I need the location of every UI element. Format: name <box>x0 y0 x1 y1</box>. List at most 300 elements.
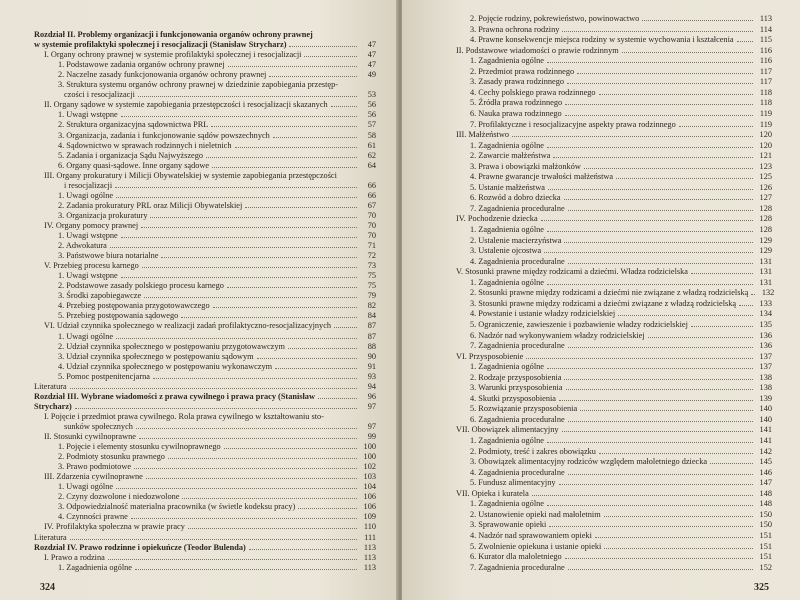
toc-entry <box>470 447 772 457</box>
toc-entry-page: 100 <box>363 442 376 452</box>
toc-entry <box>470 88 772 98</box>
toc-entry <box>470 56 772 66</box>
toc-entry-title: 4. Powstanie i ustanie władzy rodzicielskiej <box>470 309 616 319</box>
toc-entry-page: 151 <box>759 541 772 551</box>
toc-leader-dots <box>553 157 753 158</box>
toc-entry-title: 3. Organizacja prokuratury <box>58 210 148 220</box>
toc-leader-dots <box>567 83 753 84</box>
toc-entry <box>470 14 772 24</box>
toc-entry <box>44 553 376 563</box>
toc-entry-page: 148 <box>759 488 772 498</box>
toc-entry <box>470 257 772 267</box>
toc-entry-title: Literatura <box>34 381 67 391</box>
toc-leader-dots <box>691 273 753 274</box>
toc-entry <box>470 563 772 573</box>
toc-entry <box>34 30 376 40</box>
toc-entry-title: 5. Rozwiązanie przysposobienia <box>470 404 578 414</box>
toc-entry-page: 66 <box>367 190 376 200</box>
toc-leader-dots <box>564 199 753 200</box>
toc-entry-page: 116 <box>759 56 772 66</box>
toc-entry <box>58 462 376 472</box>
toc-leader-dots <box>566 389 753 390</box>
toc-entry-page: 134 <box>759 309 772 319</box>
toc-leader-dots <box>565 115 753 116</box>
toc-entry <box>470 151 772 161</box>
toc-entry-page: 87 <box>367 331 376 341</box>
toc-entry-title: 5. Źródła prawa rodzinnego <box>470 98 563 108</box>
toc-leader-dots <box>604 548 753 549</box>
toc-leader-dots <box>547 368 753 369</box>
toc-entry <box>470 436 772 446</box>
toc-entry-page: 49 <box>367 70 376 80</box>
toc-entry <box>58 141 376 151</box>
toc-entry-page: 135 <box>759 319 772 329</box>
toc-entry-title: 1. Zagadnienia ogólne <box>58 562 132 572</box>
toc-entry-page: 56 <box>367 100 376 110</box>
toc-entry-page: 75 <box>367 281 376 291</box>
toc-entry <box>58 362 376 372</box>
toc-entry-page: 93 <box>367 371 376 381</box>
toc-leader-dots <box>559 484 754 485</box>
toc-entry-page: 116 <box>759 45 772 55</box>
toc-entry-page: 119 <box>759 108 772 118</box>
toc-entry <box>34 40 376 50</box>
toc-entry-page: 133 <box>759 298 772 308</box>
toc-entry <box>470 552 772 562</box>
toc-leader-dots <box>584 168 753 169</box>
toc-entry-title: I. Pojęcie i przedmiot prawa cywilnego. Rola prawa cywilnego w kształtowaniu sto- <box>44 411 324 421</box>
toc-entry <box>470 67 772 77</box>
toc-leader-dots <box>121 237 357 238</box>
toc-leader-dots <box>595 537 753 538</box>
toc-leader-dots <box>168 458 357 459</box>
toc-entry <box>470 468 772 478</box>
toc-entry-page: 61 <box>367 140 376 150</box>
toc-entry-page: 100 <box>363 452 376 462</box>
toc-entry-page: 66 <box>367 180 376 190</box>
toc-entry-title: sunków społecznych <box>64 421 133 431</box>
toc-entry-page: 150 <box>759 520 772 530</box>
toc-entry-title: 6. Kurator dla małoletniego <box>470 552 562 562</box>
toc-entry <box>44 50 376 60</box>
toc-leader-dots <box>642 20 753 21</box>
toc-entry-page: 138 <box>759 372 772 382</box>
toc-entry <box>470 331 772 341</box>
toc-entry-title: 4. Udział czynnika społecznego w postępowaniu wykonawczym <box>58 361 273 371</box>
toc-entry-page: 120 <box>759 130 772 140</box>
toc-entry-page: 131 <box>759 256 772 266</box>
toc-entry <box>470 415 772 425</box>
toc-entry <box>58 151 376 161</box>
toc-entry-title: 2. Zawarcie małżeństwa <box>470 151 551 161</box>
toc-entry-title: 3. Prawo podmiotowe <box>58 462 132 472</box>
toc-entry-title: IV. Organy pomocy prawnej <box>44 220 139 230</box>
toc-entry <box>58 301 376 311</box>
toc-leader-dots <box>568 347 753 348</box>
toc-leader-dots <box>136 428 357 429</box>
toc-leader-dots <box>562 31 753 32</box>
toc-leader-dots <box>188 528 357 529</box>
toc-entry-page: 71 <box>367 241 376 251</box>
toc-entry-title: IV. Pochodzenie dziecka <box>456 214 538 224</box>
toc-entry-page: 128 <box>759 203 772 213</box>
toc-entry-page: 110 <box>363 522 376 532</box>
toc-entry <box>470 383 772 393</box>
toc-entry <box>34 533 376 543</box>
toc-leader-dots <box>115 187 357 188</box>
toc-leader-dots <box>134 468 357 469</box>
toc-entry-page: 131 <box>759 277 772 287</box>
toc-entry-title: 2. Pojęcie rodziny, pokrewieństwo, powinowactwo <box>470 14 640 23</box>
toc-entry-title: 3. Sprawowanie opieki <box>470 520 547 530</box>
toc-entry-title: 1. Zagadnienia ogólne <box>470 225 544 234</box>
toc-entry-page: 94 <box>367 381 376 391</box>
toc-entry-title: 1. Uwagi ogólne <box>58 190 114 200</box>
toc-entry-title: Strycharz) <box>34 401 72 411</box>
toc-leader-dots <box>532 495 753 496</box>
toc-leader-dots <box>618 315 753 316</box>
toc-entry-title: 1. Zagadnienia ogólne <box>470 436 544 445</box>
toc-entry <box>44 261 376 271</box>
toc-leader-dots <box>116 488 357 489</box>
toc-entry-title: 1. Uwagi wstępne <box>58 110 118 120</box>
toc-entry-title: 1. Zagadnienia ogólne <box>470 56 544 66</box>
toc-entry-title: 3. Środki zapobiegawcze <box>58 291 142 301</box>
toc-entry <box>470 120 772 130</box>
toc-leader-dots <box>141 227 357 228</box>
toc-entry-page: 88 <box>367 341 376 351</box>
toc-entry-title: III. Organy prokuratury i Milicji Obywatelskiej w systemie zapobiegania przestępczości <box>44 170 337 180</box>
toc-entry-page: 140 <box>759 414 772 424</box>
toc-entry <box>470 373 772 383</box>
toc-entry-page: 152 <box>759 562 772 572</box>
toc-entry-title: 7. Zagadnienia proceduralne <box>470 341 565 351</box>
toc-entry-page: 148 <box>759 499 772 509</box>
toc-entry <box>58 492 376 502</box>
toc-entry-title: 1. Uwagi wstępne <box>58 271 118 281</box>
toc-entry <box>470 457 772 467</box>
toc-entry-title: 1. Uwagi wstępne <box>58 231 118 240</box>
toc-leader-dots <box>751 294 755 295</box>
toc-entry <box>58 442 376 452</box>
toc-entry-page: 123 <box>759 161 772 171</box>
toc-entry-page: 84 <box>367 311 376 321</box>
toc-leader-dots <box>737 41 753 42</box>
toc-entry <box>470 162 772 172</box>
toc-leader-dots <box>153 378 357 379</box>
toc-entry <box>470 25 772 35</box>
toc-entry-title: 6. Zagadnienia proceduralne <box>470 414 565 424</box>
toc-leader-dots <box>599 94 753 95</box>
toc-entry-title: 2. Czyny dozwolone i niedozwolone <box>58 492 180 502</box>
toc-entry-title: 4. Sądownictwo w sprawach rodzinnych i nieletnich <box>58 140 232 150</box>
toc-entry <box>58 291 376 301</box>
toc-entry-page: 151 <box>759 530 772 540</box>
toc-entry-page: 147 <box>759 478 772 488</box>
toc-leader-dots <box>298 508 357 509</box>
toc-entry <box>58 502 376 512</box>
toc-entry <box>58 60 376 70</box>
toc-entry <box>470 478 772 488</box>
toc-entry-page: 53 <box>367 90 376 100</box>
toc-entry <box>470 278 772 288</box>
toc-leader-dots <box>512 136 753 137</box>
toc-leader-dots <box>648 337 753 338</box>
toc-leader-dots <box>138 96 357 97</box>
toc-entry-title: 5. Zwolnienie opiekuna i ustanie opieki <box>470 541 602 551</box>
toc-entry <box>58 271 376 281</box>
toc-entry <box>470 542 772 552</box>
toc-entry-title: 1. Podstawowe zadania organów ochrony prawnej <box>58 60 225 70</box>
toc-entry-title: 4. Skutki przysposobienia <box>470 393 556 403</box>
toc-entry <box>58 80 376 90</box>
toc-entry <box>34 402 376 412</box>
toc-entry-page: 106 <box>363 502 376 512</box>
toc-entry-title: 3. Prawna ochrona rodziny <box>470 24 560 34</box>
toc-entry <box>64 181 376 191</box>
toc-entry-title: 3. Zasady prawa rodzinnego <box>470 77 564 87</box>
toc-entry-title: 2. Naczelne zasady funkcjonowania organów ochrony prawnej <box>58 70 267 80</box>
toc-entry <box>44 221 376 231</box>
toc-entry-title: VII. Opieka i kuratela <box>456 488 529 498</box>
toc-entry <box>470 520 772 530</box>
toc-leader-dots <box>580 410 753 411</box>
toc-entry-page: 47 <box>367 60 376 70</box>
toc-leader-dots <box>224 448 357 449</box>
toc-entry <box>58 452 376 462</box>
toc-entry-title: 3. Struktura systemu organów ochrony prawnej w dziedzinie zapobiegania przestęp- <box>58 80 339 90</box>
toc-entry-title: 5. Przebieg postępowania sądowego <box>58 311 179 321</box>
toc-entry-page: 113 <box>363 542 376 552</box>
toc-entry <box>456 214 772 224</box>
toc-entry <box>44 472 376 482</box>
toc-entry <box>470 35 772 45</box>
toc-entry-title: IV. Profilaktyka społeczna w prawie pracy <box>44 522 185 532</box>
toc-entry-title: 6. Rozwód a dobro dziecka <box>470 193 561 203</box>
toc-entry <box>44 412 376 422</box>
toc-entry-title: 4. Zagadnienia proceduralne <box>470 467 565 477</box>
toc-entry-title: 2. Zadania prokuratury PRL oraz Milicji Obywatelskiej <box>58 200 243 210</box>
toc-entry-title: V. Przebieg procesu karnego <box>44 261 139 271</box>
toc-leader-dots <box>547 231 753 232</box>
toc-entry-page: 109 <box>363 512 376 522</box>
toc-leader-dots <box>121 277 357 278</box>
toc-entry-page: 72 <box>367 251 376 261</box>
toc-entry-title: 2. Podmioty stosunku prawnego <box>58 452 165 462</box>
toc-entry-title: Rozdział IV. Prawo rodzinne i opiekuńcze (Teodor Bulenda) <box>34 542 246 552</box>
toc-leader-dots <box>275 368 357 369</box>
toc-entry <box>58 372 376 382</box>
toc-leader-dots <box>547 505 753 506</box>
toc-entry <box>470 309 772 319</box>
toc-entry-page: 73 <box>367 261 376 271</box>
toc-leader-dots <box>182 498 357 499</box>
toc-entry <box>470 98 772 108</box>
toc-entry-page: 113 <box>363 552 376 562</box>
toc-entry <box>470 362 772 372</box>
toc-entry-page: 90 <box>367 351 376 361</box>
toc-leader-dots <box>334 327 357 328</box>
toc-entry-title: 3. Prawa i obowiązki małżonków <box>470 161 581 171</box>
toc-entry <box>58 231 376 241</box>
toc-entry <box>470 204 772 214</box>
toc-leader-dots <box>564 242 753 243</box>
toc-entry-title: II. Organy sądowe w systemie zapobiegania przestępczości i resocjalizacji skazanych <box>44 100 328 110</box>
toc-entry-page: 127 <box>759 193 772 203</box>
toc-entry <box>456 46 772 56</box>
toc-entry-page: 139 <box>759 393 772 403</box>
toc-leader-dots <box>110 247 357 248</box>
toc-entry-title: Rozdział III. Wybrane wiadomości z prawa cywilnego i prawa pracy (Stanisław <box>34 391 315 401</box>
toc-leader-dots <box>269 76 357 77</box>
toc-entry <box>58 110 376 120</box>
toc-leader-dots <box>75 408 357 409</box>
toc-leader-dots <box>679 126 753 127</box>
toc-entry-title: III. Małżeństwo <box>456 130 509 140</box>
toc-entry <box>456 352 772 362</box>
toc-leader-dots <box>228 66 357 67</box>
toc-entry-page: 136 <box>759 330 772 340</box>
toc-entry-page: 70 <box>367 220 376 230</box>
toc-entry <box>456 489 772 499</box>
toc-entry-title: II. Podstawowe wiadomości o prawie rodzinnym <box>456 45 619 55</box>
toc-entry <box>58 70 376 80</box>
toc-entry-page: 97 <box>367 421 376 431</box>
toc-leader-dots <box>559 400 753 401</box>
toc-leader-dots <box>161 257 357 258</box>
toc-entry-page: 146 <box>759 467 772 477</box>
toc-leader-dots <box>212 167 357 168</box>
toc-entry-page: 150 <box>759 509 772 519</box>
toc-leader-dots <box>568 210 753 211</box>
toc-leader-dots <box>206 157 357 158</box>
toc-entry-page: 121 <box>759 151 772 161</box>
toc-entry <box>470 510 772 520</box>
toc-entry-title: 2. Podmioty, treść i zakres obowiązku <box>470 446 596 456</box>
toc-leader-dots <box>288 348 357 349</box>
toc-entry-title: 5. Ograniczenie, zawieszenie i pozbawienie władzy rodzicielskiej <box>470 319 688 329</box>
toc-entry <box>58 352 376 362</box>
toc-entry-page: 140 <box>759 404 772 414</box>
toc-entry-page: 57 <box>367 120 376 130</box>
toc-entry-title: czości i resocjalizacji <box>64 90 135 100</box>
toc-leader-dots <box>135 569 357 570</box>
toc-entry <box>470 299 772 309</box>
toc-entry-title: 1. Pojęcie i elementy stosunku cywilnoprawnego <box>58 442 221 452</box>
toc-entry <box>470 531 772 541</box>
toc-entry-title: 5. Ustanie małżeństwa <box>470 182 545 192</box>
right-page <box>402 0 800 600</box>
toc-entry-title: 2. Stosunki prawne między rodzicami a dziećmi nie związane z władzą rodzicielską <box>470 288 749 298</box>
toc-entry-page: 79 <box>367 291 376 301</box>
toc-entry-title: 3. Ustalenie ojcostwa <box>470 246 542 256</box>
toc-entry-page: 141 <box>759 436 772 445</box>
toc-entry-page: 126 <box>759 182 772 192</box>
toc-entry-title: 1. Zagadnienia ogólne <box>470 362 544 372</box>
toc-entry-title: 7. Profilaktyczne i resocjalizacyjne aspekty prawa rodzinnego <box>470 119 676 129</box>
toc-entry-title: 4. Prawne konsekwencje miejsca rodziny w systemie wychowania i kształcenia <box>470 35 734 45</box>
toc-entry-page: 131 <box>759 267 772 277</box>
toc-leader-dots <box>139 438 357 439</box>
toc-leader-dots <box>564 379 753 380</box>
toc-entry-page: 141 <box>759 425 772 435</box>
toc-entry-page: 115 <box>759 35 772 45</box>
toc-entry-page: 58 <box>367 130 376 140</box>
toc-entry-title: 6. Nadzór nad wykonywaniem władzy rodzicielskiej <box>470 330 645 340</box>
toc-entry-page: 75 <box>367 271 376 281</box>
toc-leader-dots <box>108 559 357 560</box>
toc-leader-dots <box>146 478 357 479</box>
toc-entry <box>470 394 772 404</box>
toc-entry <box>470 320 772 330</box>
toc-entry <box>470 193 772 203</box>
toc-entry-page: 119 <box>759 119 772 129</box>
toc-entry-title: 3. Państwowe biura notarialne <box>58 251 159 261</box>
toc-entry-page: 87 <box>367 321 376 331</box>
toc-entry <box>44 100 376 110</box>
toc-entry-page: 142 <box>759 446 772 456</box>
toc-entry-title: VI. Udział czynnika społecznego w realizacji zadań profilaktyczno-resocjalizacyjnych <box>44 321 332 331</box>
toc-leader-dots <box>599 453 753 454</box>
toc-leader-dots <box>235 147 358 148</box>
toc-entry <box>470 109 772 119</box>
toc-entry-title: 1. Uwagi ogólne <box>58 482 114 492</box>
toc-entry-page: 47 <box>367 40 376 50</box>
toc-entry-page: 129 <box>759 235 772 245</box>
toc-leader-dots <box>577 73 753 74</box>
toc-entry <box>58 563 376 573</box>
toc-entry-title: V. Stosunki prawne między rodzicami a dziećmi. Władza rodzicielska <box>456 267 688 277</box>
toc-entry-title: 3. Odpowiedzialność materialna pracownika (w świetle kodeksu pracy) <box>58 502 296 512</box>
left-page <box>0 0 398 600</box>
toc-entry <box>470 141 772 151</box>
toc-entry-page: 99 <box>367 432 376 441</box>
toc-entry-page: 113 <box>363 562 376 572</box>
toc-entry-title: III. Zdarzenia cywilnoprawne <box>44 472 143 482</box>
toc-entry-title: 2. Podstawowe zasady polskiego procesu karnego <box>58 281 224 291</box>
toc-entry-page: 138 <box>759 383 772 393</box>
toc-entry <box>58 201 376 211</box>
toc-entry-title: 1. Zagadnienia ogólne <box>470 140 544 150</box>
toc-entry <box>64 90 376 100</box>
toc-entry <box>58 281 376 291</box>
toc-entry-page: 120 <box>759 140 772 150</box>
toc-entry-page: 117 <box>759 77 772 87</box>
toc-entry-page: 118 <box>759 98 772 108</box>
toc-leader-dots <box>739 305 753 306</box>
toc-entry <box>34 382 376 392</box>
toc-leader-dots <box>211 126 357 127</box>
toc-leader-dots <box>710 463 753 464</box>
toc-leader-dots <box>547 284 753 285</box>
toc-entry <box>470 404 772 414</box>
toc-leader-dots <box>249 549 357 550</box>
toc-leader-dots <box>691 326 753 327</box>
toc-leader-dots <box>526 358 753 359</box>
toc-entry <box>44 522 376 532</box>
toc-entry <box>64 422 376 432</box>
toc-entry-page: 103 <box>363 472 376 482</box>
toc-entry <box>470 77 772 87</box>
toc-entry-page: 106 <box>363 492 376 502</box>
toc-entry <box>470 172 772 182</box>
toc-entry <box>44 321 376 331</box>
toc-leader-dots <box>622 52 753 53</box>
toc-entry-page: 111 <box>364 532 376 542</box>
toc-entry <box>470 499 772 509</box>
toc-leader-dots <box>257 358 357 359</box>
toc-leader-dots <box>565 558 753 559</box>
